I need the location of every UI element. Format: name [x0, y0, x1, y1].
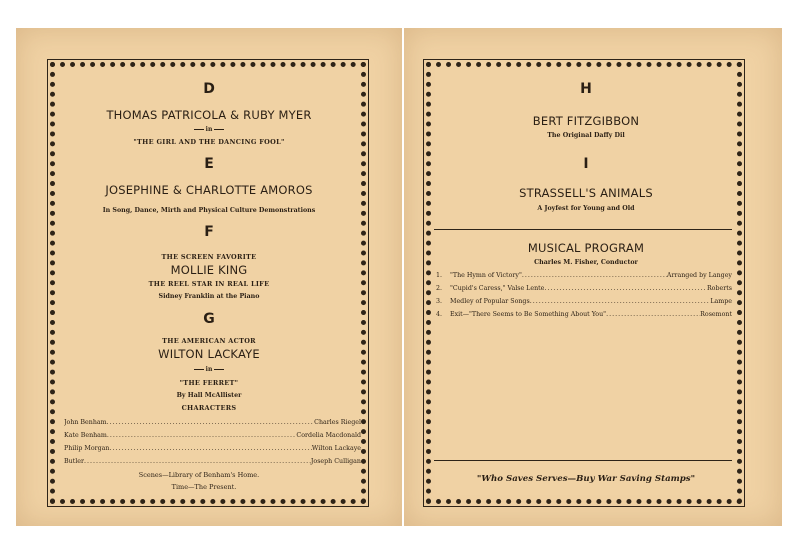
act-f-post: THE REEL STAR IN REAL LIFE: [148, 280, 270, 288]
character-actor: Cordelia Macdonald: [296, 432, 361, 439]
program-item-title: "Cupid's Caress," Valse Lente: [450, 285, 545, 292]
footer-divider: [434, 460, 732, 461]
program-item-composer: Lampe: [710, 298, 732, 305]
character-role: Philip Morgan: [64, 445, 110, 452]
act-g-title: "THE FERRET": [179, 379, 239, 387]
program-item: [436, 311, 732, 318]
character-actor: Joseph Culligan: [310, 458, 361, 465]
program-item-composer: Roberts: [706, 285, 732, 292]
act-h-headliner: BERT FITZGIBBON: [532, 114, 640, 128]
character-row: [64, 458, 361, 465]
act-d-in: in: [16, 126, 402, 133]
war-stamps-slogan: "Who Saves Serves—Buy War Saving Stamps": [476, 474, 696, 484]
right-page-content: [390, 28, 782, 526]
program-item-title: "The Hymn of Victory": [450, 272, 522, 279]
act-g-author: By Hall McAllister: [176, 392, 242, 399]
characters-heading: CHARACTERS: [181, 404, 237, 412]
leader-dots: [522, 272, 667, 279]
act-letter-f: F: [204, 224, 214, 240]
character-row: [64, 432, 361, 439]
program-item: [436, 298, 732, 305]
character-actor: Wilton Lackaye: [311, 445, 361, 452]
act-d-headliner: THOMAS PATRICOLA & RUBY MYER: [106, 108, 312, 122]
program-item-number: 3.: [436, 298, 443, 305]
character-row: [64, 419, 361, 426]
act-e-subtitle: In Song, Dance, Mirth and Physical Culture Demonstrations: [102, 207, 316, 214]
time-note: Time—The Present.: [171, 483, 237, 491]
act-f-headliner: MOLLIE KING: [170, 263, 248, 277]
leader-dots: [107, 432, 297, 439]
character-role: John Benham: [64, 419, 107, 426]
character-row: [64, 445, 361, 452]
right-page: [404, 28, 782, 526]
section-divider: [434, 229, 732, 230]
program-item: [436, 285, 732, 292]
program-item-title: Medley of Popular Songs: [450, 298, 530, 305]
program-item-title: Exit—"There Seems to Be Something About You": [450, 311, 607, 318]
act-d-title: "THE GIRL AND THE DANCING FOOL": [133, 138, 285, 146]
program-item-composer: Rosemont: [700, 311, 732, 318]
leader-dots: [84, 458, 311, 465]
act-f-note: Sidney Franklin at the Piano: [158, 293, 260, 300]
act-letter-i: I: [583, 156, 589, 172]
act-letter-d: D: [203, 81, 215, 97]
act-i-headliner: STRASSELL'S ANIMALS: [519, 186, 653, 200]
left-page: [16, 28, 402, 526]
act-h-subtitle: The Original Daffy Dil: [547, 132, 625, 139]
leader-dots: [107, 419, 315, 426]
character-role: Butler: [64, 458, 84, 465]
scenes-note: Scenes—Library of Benham's Home.: [138, 471, 260, 479]
program-item-composer: Arranged by Langey: [666, 272, 732, 279]
leader-dots: [530, 298, 711, 305]
act-g-in: in: [16, 366, 402, 373]
act-g-headliner: WILTON LACKAYE: [158, 347, 260, 361]
leader-dots: [544, 285, 707, 292]
character-role: Kate Benham: [64, 432, 107, 439]
act-g-pre: THE AMERICAN ACTOR: [162, 337, 256, 345]
act-letter-h: H: [580, 81, 592, 97]
act-f-pre: THE SCREEN FAVORITE: [161, 253, 257, 261]
act-e-headliner: JOSEPHINE & CHARLOTTE AMOROS: [105, 183, 313, 197]
act-i-subtitle: A Joyfest for Young and Old: [537, 205, 635, 212]
act-letter-e: E: [204, 156, 214, 172]
leader-dots: [606, 311, 700, 318]
program-item-number: 4.: [436, 311, 443, 318]
act-letter-g: G: [203, 311, 215, 327]
program-conductor: Charles M. Fisher, Conductor: [534, 259, 638, 266]
program-item: [436, 272, 732, 279]
leader-dots: [109, 445, 311, 452]
program-item-number: 1.: [436, 272, 443, 279]
character-actor: Charles Riegel: [314, 419, 361, 426]
left-page-content: [16, 28, 402, 526]
program-heading: MUSICAL PROGRAM: [527, 241, 645, 255]
program-item-number: 2.: [436, 285, 443, 292]
